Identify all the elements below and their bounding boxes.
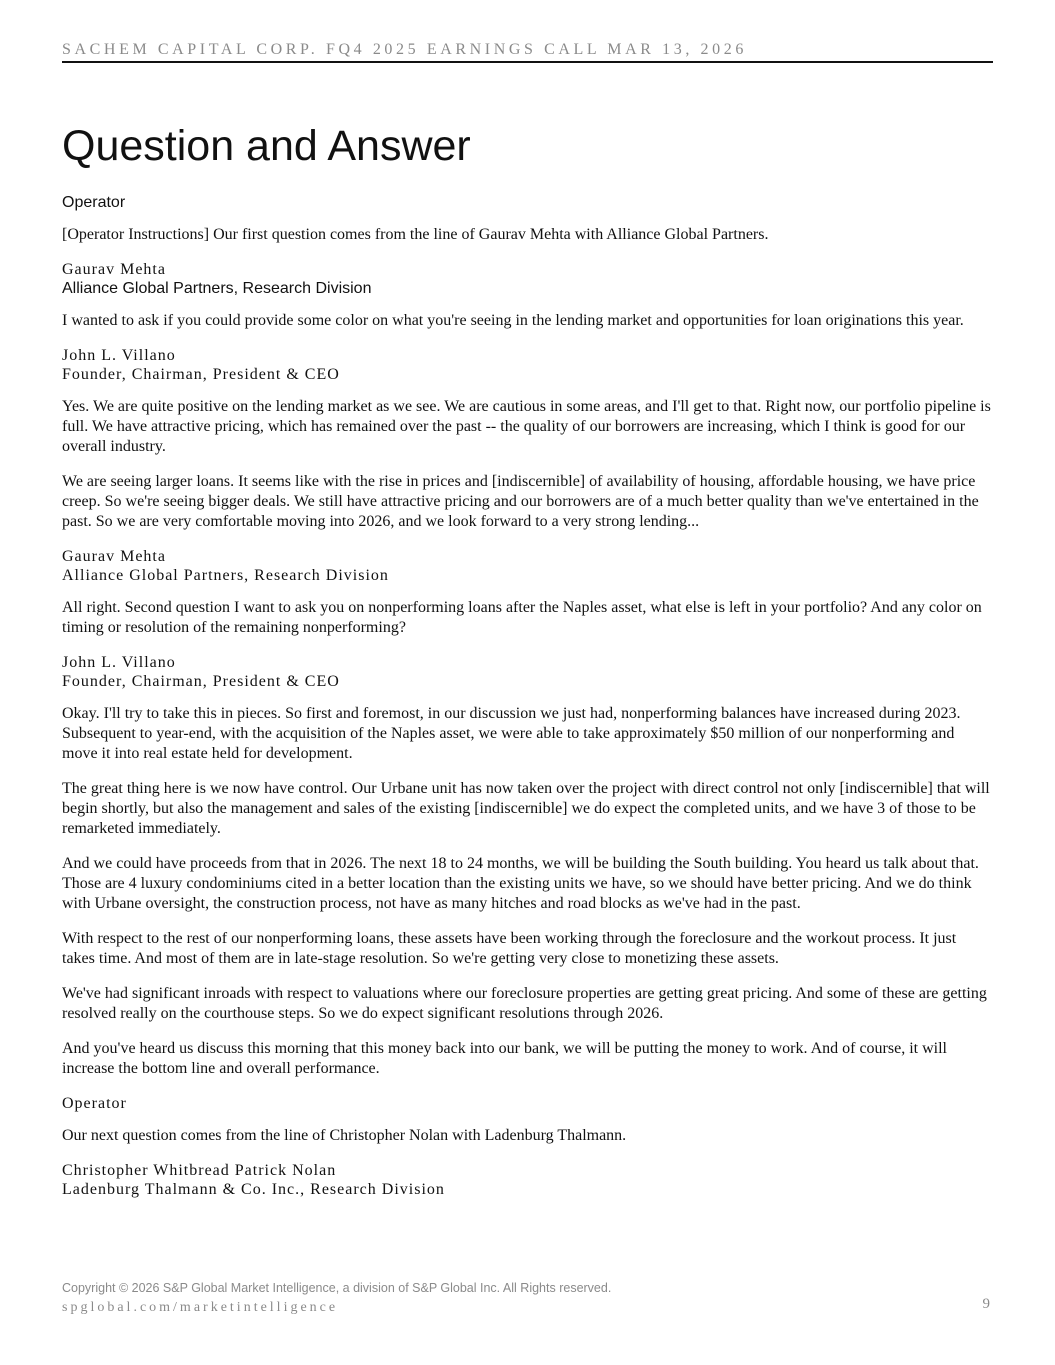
transcript-content: [62, 193, 993, 1212]
section-title: Question and Answer: [62, 122, 471, 170]
speaker-block: [62, 1094, 993, 1113]
footer-url: spglobal.com/marketintelligence: [62, 1300, 339, 1315]
speaker-name: Operator: [62, 1095, 127, 1112]
speaker-block: [62, 547, 993, 585]
speaker-block: [62, 260, 993, 298]
transcript-paragraph: Okay. I'll try to take this in pieces. So first and foremost, in our discussion we just had, nonperforming balances have increased during 2023. Subsequent to year-end, with the acquisition of the Naples asset, we were able to take approximately $50 million of our nonperforming and move it into real estate held for development.: [62, 705, 961, 762]
speaker-affiliation: Founder, Chairman, President & CEO: [62, 673, 340, 690]
transcript-paragraph: With respect to the rest of our nonperforming loans, these assets have been working through the foreclosure and the workout process. It just takes time. And most of them are in late-stage resolution. So we're getting very close to monetizing these assets.: [62, 930, 957, 967]
speaker-name: Christopher Whitbread Patrick Nolan: [62, 1162, 337, 1179]
transcript-paragraph: All right. Second question I want to ask you on nonperforming loans after the Naples asset, what else is left in your portfolio? And any color on timing or resolution of the remaining nonperforming?: [62, 599, 982, 636]
transcript-paragraph: I wanted to ask if you could provide some color on what you're seeing in the lending market and opportunities for loan originations this year.: [62, 312, 964, 329]
speaker-affiliation: Ladenburg Thalmann & Co. Inc., Research Division: [62, 1181, 445, 1198]
speaker-block: [62, 346, 993, 384]
speaker-name: Operator: [62, 194, 126, 211]
speaker-name: Gaurav Mehta: [62, 548, 166, 565]
footer-copyright: Copyright © 2026 S&P Global Market Intelligence, a division of S&P Global Inc. All Rights reserved.: [62, 1281, 612, 1295]
transcript-paragraph: Yes. We are quite positive on the lending market as we see. We are cautious in some areas, and I'll get to that. Right now, our portfolio pipeline is full. We have attractive pricing, which has remained over the past -- the quality of our borrowers are increasing, which I think is good for our overall industry.: [62, 398, 991, 455]
transcript-paragraph: Our next question comes from the line of Christopher Nolan with Ladenburg Thalmann.: [62, 1127, 627, 1144]
speaker-name: John L. Villano: [62, 347, 176, 364]
transcript-paragraph: And you've heard us discuss this morning that this money back into our bank, we will be putting the money to work. And of course, it will increase the bottom line and overall performance.: [62, 1040, 947, 1077]
speaker-affiliation: Founder, Chairman, President & CEO: [62, 366, 340, 383]
speaker-block: [62, 653, 993, 691]
speaker-name: Gaurav Mehta: [62, 261, 166, 278]
transcript-paragraph: [Operator Instructions] Our first question comes from the line of Gaurav Mehta with Alliance Global Partners.: [62, 226, 769, 243]
transcript-paragraph: We are seeing larger loans. It seems like with the rise in prices and [indiscernible] of availability of housing, affordable housing, we have price creep. So we're seeing bigger deals. We still have attractive pricing and our borrowers are of a much better quality than we've entertained in the past. So we are very comfortable moving into 2026, and we look forward to a very strong lending...: [62, 473, 979, 530]
speaker-affiliation: Alliance Global Partners, Research Division: [62, 567, 389, 584]
transcript-paragraph: The great thing here is we now have control. Our Urbane unit has now taken over the project with direct control not only [indiscernible] that will begin shortly, but also the management and sales of the existing [indiscernible] we do expect the completed units, and we have 3 of those to be remarketed immediately.: [62, 780, 990, 837]
speaker-affiliation: Alliance Global Partners, Research Division: [62, 280, 372, 297]
page-number: 9: [982, 1296, 990, 1312]
speaker-block: [62, 193, 993, 212]
speaker-name: John L. Villano: [62, 654, 176, 671]
speaker-block: [62, 1161, 993, 1199]
running-header: SACHEM CAPITAL CORP. FQ4 2025 EARNINGS CALL MAR 13, 2026: [62, 40, 993, 63]
transcript-paragraph: And we could have proceeds from that in 2026. The next 18 to 24 months, we will be building the South building. You heard us talk about that. Those are 4 luxury condominiums cited in a better location than the existing units we have, so we should have better pricing. And we do think with Urbane oversight, the construction process, not have as many hitches and road blocks as we've had in the past.: [62, 855, 979, 912]
transcript-paragraph: We've had significant inroads with respect to valuations where our foreclosure properties are getting great pricing. And some of these are getting resolved really on the courthouse steps. So we do expect significant resolutions through 2026.: [62, 985, 987, 1022]
